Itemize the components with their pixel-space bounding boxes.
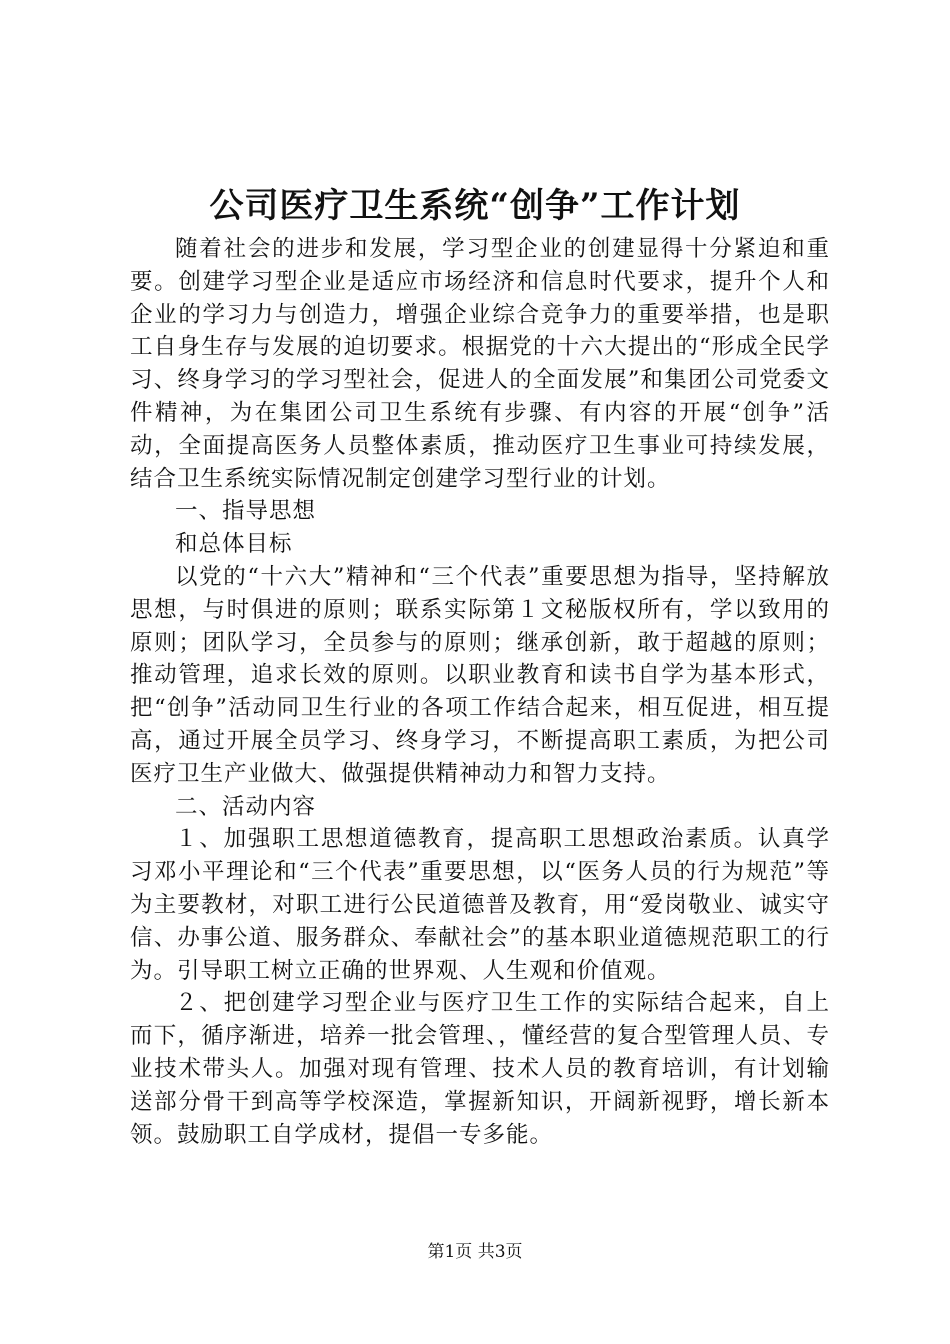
paragraph-item-1: １、加强职工思想道德教育，提高职工思想政治素质。认真学习邓小平理论和“三个代表”重要思想，以“医务人员的行为规范”等为主要教材，对职工进行公民道德普及教育，用“爱岗敬业、诚实守信、办事公道、服务群众、奉献社会”的基本职业道德规范职工的行为。引导职工树立正确的世界观、人生观和价值观。 [130,826,830,984]
document-body [130,233,830,1151]
page-number-footer: 第1页 共3页 [427,1242,523,1262]
paragraph-intro: 随着社会的进步和发展，学习型企业的创建显得十分紧迫和重要。创建学习型企业是适应市场经济和信息时代要求，提升个人和企业的学习力与创造力，增强企业综合竞争力的重要举措，也是职工自身生存与发展的迫切要求。根据党的十六大提出的“形成全民学习、终身学习的学习型社会，促进人的全面发展”和集团公司党委文件精神，为在集团公司卫生系统有步骤、有内容的开展“创争”活动，全面提高医务人员整体素质，推动医疗卫生事业可持续发展，结合卫生系统实际情况制定创建学习型行业的计划。 [130,236,830,492]
section-heading-guiding-ideology: 一、指导思想 [175,498,317,525]
section-heading-activity-content: 二、活动内容 [175,793,317,820]
paragraph-item-2: ２、把创建学习型企业与医疗卫生工作的实际结合起来，自上而下，循序渐进，培养一批会管理、，懂经营的复合型管理人员、专业技术带头人。加强对现有管理、技术人员的教育培训，有计划输送部分骨干到高等学校深造，掌握新知识，开阔新视野，增长新本领。鼓励职工自学成材，提倡一专多能。 [130,990,830,1148]
paragraph-guiding-principles: 以党的“十六大”精神和“三个代表”重要思想为指导，坚持解放思想，与时俱进的原则；联系实际第１文秘版权所有，学以致用的原则；团队学习，全员参与的原则；继承创新，敢于超越的原则；推动管理，追求长效的原则。以职业教育和读书自学为基本形式，把“创争”活动同卫生行业的各项工作结合起来，相互促进，相互提高，通过开展全员学习、终身学习，不断提高职工素质，为把公司医疗卫生产业做大、做强提供精神动力和智力支持。 [130,563,830,787]
document-title: 公司医疗卫生系统“创争”工作计划 [209,186,741,226]
section-heading-overall-goals: 和总体目标 [175,531,293,558]
